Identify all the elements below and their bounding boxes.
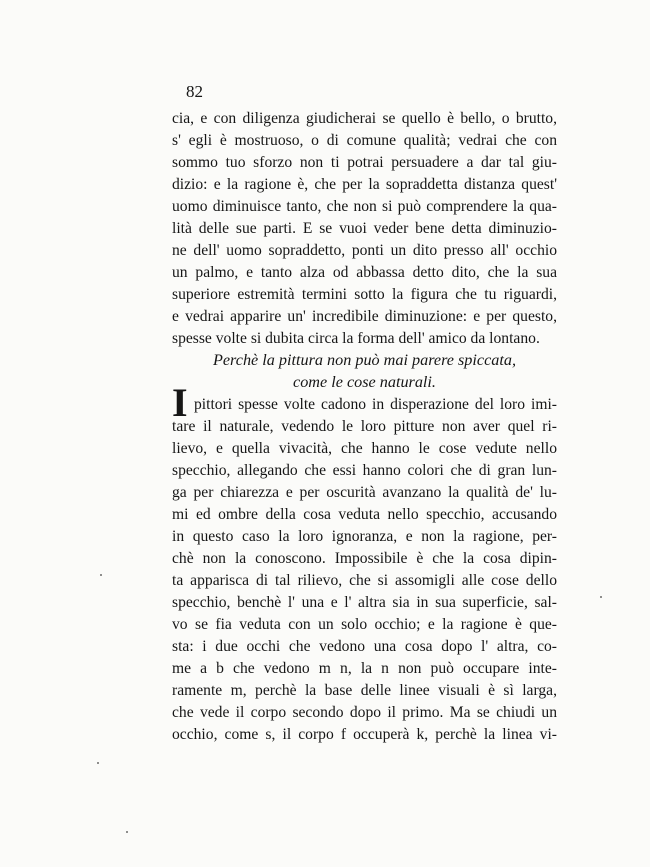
text-line: lievo, e quella vivacità, che hanno le cose vedute nello xyxy=(172,440,557,457)
text-line: ramente m, perchè la base delle linee visuali è sì larga, xyxy=(172,682,557,699)
scan-speck xyxy=(100,574,102,576)
drop-cap: I xyxy=(172,380,188,425)
text-line: mi ed ombre della cosa veduta nello specchio, accusando xyxy=(172,506,557,523)
text-line: sommo tuo sforzo non ti potrai persuadere a dar tal giu- xyxy=(172,154,557,171)
text-line: chè non la conoscono. Impossibile è che la cosa dipin- xyxy=(172,550,557,567)
text-line: che vede il corpo secondo dopo il primo. Ma se chiudi un xyxy=(172,704,557,721)
text-line: sta: i due occhi che vedono una cosa dopo l' altra, co- xyxy=(172,638,557,655)
text-line: e vedrai apparire un' incredibile diminuzione: e per questo, xyxy=(172,308,557,325)
text-line: me a b che vedono m n, la n non può occupare inte- xyxy=(172,660,557,677)
text-line: tare il naturale, vedendo le loro pitture non aver quel ri- xyxy=(172,418,557,435)
text-line: lità delle sue parti. E se vuoi veder bene detta diminuzio- xyxy=(172,220,557,237)
text-line: specchio, benchè l' una e l' altra sia in sua superficie, sal- xyxy=(172,594,557,611)
text-line: s' egli è mostruoso, o di comune qualità; vedrai che con xyxy=(172,132,557,149)
text-line: ta apparisca di tal rilievo, che si assomigli alle cose dello xyxy=(172,572,557,589)
text-line: in questo caso la loro ignoranza, e non la ragione, per- xyxy=(172,528,557,545)
text-line: occhio, come s, il corpo f occuperà k, perchè la linea vi- xyxy=(172,726,557,743)
scan-speck xyxy=(600,596,602,598)
text-line: superiore estremità termini sotto la figura che tu riguardi, xyxy=(172,286,557,303)
text-line: un palmo, e tanto alza od abbassa detto dito, che la sua xyxy=(172,264,557,281)
page-number: 82 xyxy=(186,82,203,101)
section-heading-line-1: Perchè la pittura non può mai parere spiccata, xyxy=(212,351,517,369)
section-heading-line-2: come le cose naturali. xyxy=(293,373,436,391)
text-line: pittori spesse volte cadono in disperazione del loro imi- xyxy=(194,396,557,413)
text-line: ne dell' uomo sopraddetto, ponti un dito presso all' occhio xyxy=(172,242,557,259)
text-line: spesse volte si dubita circa la forma dell' amico da lontano. xyxy=(172,330,540,347)
scan-speck xyxy=(97,762,99,764)
text-line: specchio, allegando che essi hanno colori che di gran lun- xyxy=(172,462,557,479)
text-line: cia, e con diligenza giudicherai se quello è bello, o brutto, xyxy=(172,110,557,127)
text-line: dizio: e la ragione è, che per la sopraddetta distanza quest' xyxy=(172,176,557,193)
text-line: ga per chiarezza e per oscurità avanzano la qualità de' lu- xyxy=(172,484,557,501)
scan-speck xyxy=(126,831,128,833)
text-line: vo se fia veduta con un solo occhio; e la ragione è que- xyxy=(172,616,557,633)
text-line: uomo diminuisce tanto, che non si può comprendere la qua- xyxy=(172,198,557,215)
